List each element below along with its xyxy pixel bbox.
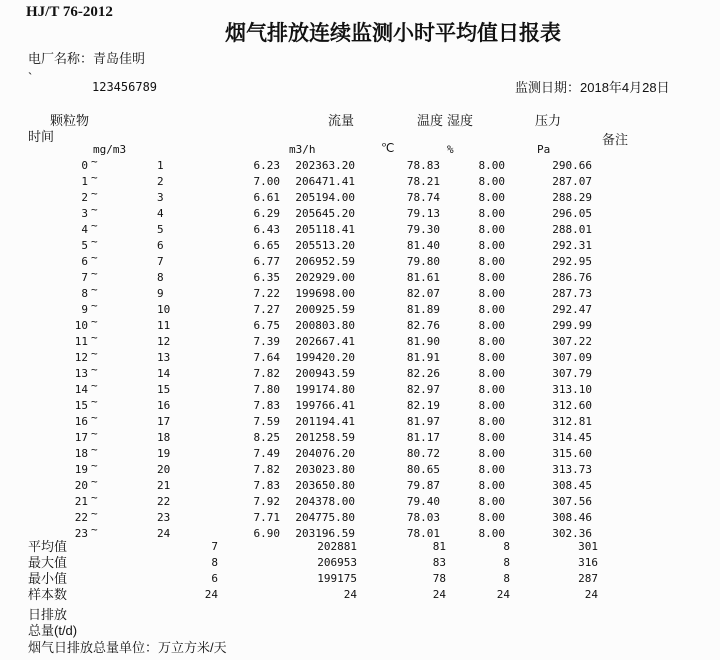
pm-value: 6.43 bbox=[253, 223, 280, 236]
temperature-value: 78.01 bbox=[406, 527, 440, 540]
flow-value: 199698.00 bbox=[295, 287, 355, 300]
hour-start-value: 1 bbox=[81, 175, 88, 188]
summary-pm-value: 8 bbox=[211, 556, 218, 569]
hour-end-value: 8 bbox=[157, 271, 164, 284]
summary-pressure-value: 24 bbox=[584, 588, 598, 601]
summary-row bbox=[0, 555, 720, 571]
table-row bbox=[0, 203, 720, 222]
summary-pm-value: 7 bbox=[211, 540, 218, 553]
unit-temperature: ℃ bbox=[381, 141, 395, 155]
unit-humidity: % bbox=[447, 143, 454, 156]
temperature-value: 80.72 bbox=[406, 447, 440, 460]
hour-end-value: 15 bbox=[157, 383, 171, 396]
tilde-separator: ~ bbox=[91, 219, 98, 232]
hour-end-value: 11 bbox=[157, 319, 171, 332]
summary-row bbox=[0, 587, 720, 603]
hour-start-value: 7 bbox=[81, 271, 88, 284]
unit-pm: mg/m3 bbox=[93, 143, 127, 156]
humidity-value: 8.00 bbox=[478, 495, 505, 508]
hour-start-value: 21 bbox=[74, 495, 88, 508]
hour-end-value: 12 bbox=[157, 335, 171, 348]
table-row bbox=[0, 171, 720, 190]
summary-flow-value: 199175 bbox=[317, 572, 357, 585]
plant-name-line: 电厂名称：青岛佳明 bbox=[28, 51, 146, 66]
hour-end-value: 21 bbox=[157, 479, 171, 492]
tilde-separator: ~ bbox=[91, 299, 98, 312]
hour-end-value: 6 bbox=[157, 239, 164, 252]
pm-value: 7.82 bbox=[253, 367, 280, 380]
tilde-separator: ~ bbox=[91, 491, 98, 504]
temperature-value: 81.97 bbox=[406, 415, 440, 428]
hour-start-value: 4 bbox=[81, 223, 88, 236]
table-row bbox=[0, 315, 720, 334]
humidity-value: 8.00 bbox=[478, 159, 505, 172]
hour-start-value: 22 bbox=[74, 511, 88, 524]
humidity-value: 8.00 bbox=[478, 463, 505, 476]
humidity-value: 8.00 bbox=[478, 351, 505, 364]
tilde-separator: ~ bbox=[91, 427, 98, 440]
table-row bbox=[0, 331, 720, 350]
hour-start-value: 17 bbox=[74, 431, 88, 444]
flow-value: 204378.00 bbox=[295, 495, 355, 508]
flow-value: 200943.59 bbox=[295, 367, 355, 380]
pm-value: 7.83 bbox=[253, 479, 280, 492]
hour-end-value: 22 bbox=[157, 495, 171, 508]
standard-code: HJ/T 76-2012 bbox=[26, 4, 113, 20]
temperature-value: 78.03 bbox=[406, 511, 440, 524]
flow-value: 205513.20 bbox=[295, 239, 355, 252]
hour-start-value: 9 bbox=[81, 303, 88, 316]
table-row bbox=[0, 427, 720, 446]
table-row bbox=[0, 459, 720, 478]
pressure-value: 292.47 bbox=[552, 303, 592, 316]
summary-row bbox=[0, 539, 720, 555]
pm-value: 7.00 bbox=[253, 175, 280, 188]
tilde-separator: ~ bbox=[91, 267, 98, 280]
temperature-value: 78.83 bbox=[406, 159, 440, 172]
humidity-value: 8.00 bbox=[478, 191, 505, 204]
hour-end-value: 3 bbox=[157, 191, 164, 204]
daily-emission-label-line1: 日排放 bbox=[28, 607, 68, 622]
table-row bbox=[0, 395, 720, 414]
hour-start-value: 20 bbox=[74, 479, 88, 492]
temperature-value: 80.65 bbox=[406, 463, 440, 476]
column-header-humidity: 湿度 bbox=[447, 113, 474, 128]
pressure-value: 307.22 bbox=[552, 335, 592, 348]
flow-value: 203650.80 bbox=[295, 479, 355, 492]
flow-value: 199766.41 bbox=[295, 399, 355, 412]
humidity-value: 8.00 bbox=[478, 399, 505, 412]
tilde-separator: ~ bbox=[91, 523, 98, 536]
table-row bbox=[0, 443, 720, 462]
humidity-value: 8.00 bbox=[478, 431, 505, 444]
pm-value: 7.22 bbox=[253, 287, 280, 300]
flow-value: 206952.59 bbox=[295, 255, 355, 268]
flow-value: 202667.41 bbox=[295, 335, 355, 348]
pm-value: 7.39 bbox=[253, 335, 280, 348]
summary-temperature-value: 78 bbox=[432, 572, 446, 585]
pressure-value: 292.95 bbox=[552, 255, 592, 268]
pressure-value: 307.09 bbox=[552, 351, 592, 364]
tilde-separator: ~ bbox=[91, 251, 98, 264]
pm-value: 7.92 bbox=[253, 495, 280, 508]
hour-end-value: 19 bbox=[157, 447, 171, 460]
pressure-value: 313.10 bbox=[552, 383, 592, 396]
temperature-value: 78.21 bbox=[406, 175, 440, 188]
pm-value: 7.71 bbox=[253, 511, 280, 524]
pm-value: 6.77 bbox=[253, 255, 280, 268]
pm-value: 7.82 bbox=[253, 463, 280, 476]
flow-value: 201258.59 bbox=[295, 431, 355, 444]
stray-tick-mark: ` bbox=[28, 70, 33, 85]
temperature-value: 79.13 bbox=[406, 207, 440, 220]
hour-start-value: 13 bbox=[74, 367, 88, 380]
pressure-value: 287.07 bbox=[552, 175, 592, 188]
summary-rows bbox=[0, 539, 720, 603]
summary-flow-value: 202881 bbox=[317, 540, 357, 553]
pressure-value: 287.73 bbox=[552, 287, 592, 300]
pressure-value: 308.46 bbox=[552, 511, 592, 524]
pm-value: 7.59 bbox=[253, 415, 280, 428]
summary-label: 样本数 bbox=[28, 587, 68, 602]
hour-end-value: 18 bbox=[157, 431, 171, 444]
pm-value: 7.49 bbox=[253, 447, 280, 460]
hour-start-value: 16 bbox=[74, 415, 88, 428]
tilde-separator: ~ bbox=[91, 379, 98, 392]
column-header-pressure: 压力 bbox=[535, 113, 562, 128]
humidity-value: 8.00 bbox=[478, 415, 505, 428]
flow-value: 206471.41 bbox=[295, 175, 355, 188]
pressure-value: 296.05 bbox=[552, 207, 592, 220]
tilde-separator: ~ bbox=[91, 315, 98, 328]
pm-value: 7.27 bbox=[253, 303, 280, 316]
hour-end-value: 14 bbox=[157, 367, 171, 380]
summary-label: 最大值 bbox=[28, 555, 68, 570]
flow-value: 204775.80 bbox=[295, 511, 355, 524]
tilde-separator: ~ bbox=[91, 171, 98, 184]
hour-end-value: 1 bbox=[157, 159, 164, 172]
hour-end-value: 16 bbox=[157, 399, 171, 412]
pressure-value: 315.60 bbox=[552, 447, 592, 460]
daily-emission-label-line2: 总量(t/d) bbox=[28, 623, 78, 638]
humidity-value: 8.00 bbox=[478, 239, 505, 252]
humidity-value: 8.00 bbox=[478, 319, 505, 332]
flow-value: 202363.20 bbox=[295, 159, 355, 172]
summary-flow-value: 206953 bbox=[317, 556, 357, 569]
pressure-value: 286.76 bbox=[552, 271, 592, 284]
temperature-value: 79.30 bbox=[406, 223, 440, 236]
tilde-separator: ~ bbox=[91, 187, 98, 200]
temperature-value: 81.90 bbox=[406, 335, 440, 348]
hour-start-value: 15 bbox=[74, 399, 88, 412]
summary-pressure-value: 301 bbox=[578, 540, 598, 553]
column-header-temperature: 温度 bbox=[417, 113, 444, 128]
summary-humidity-value: 24 bbox=[496, 588, 510, 601]
hourly-data-rows bbox=[0, 155, 720, 542]
flow-value: 205645.20 bbox=[295, 207, 355, 220]
column-header-note: 备注 bbox=[602, 132, 629, 147]
tilde-separator: ~ bbox=[91, 411, 98, 424]
temperature-value: 81.17 bbox=[406, 431, 440, 444]
pressure-value: 288.01 bbox=[552, 223, 592, 236]
hour-start-value: 10 bbox=[74, 319, 88, 332]
hour-start-value: 19 bbox=[74, 463, 88, 476]
temperature-value: 81.61 bbox=[406, 271, 440, 284]
table-row bbox=[0, 363, 720, 382]
table-row bbox=[0, 155, 720, 174]
tilde-separator: ~ bbox=[91, 395, 98, 408]
pressure-value: 307.56 bbox=[552, 495, 592, 508]
unit-pressure: Pa bbox=[537, 143, 551, 156]
hour-start-value: 3 bbox=[81, 207, 88, 220]
unit-flow: m3/h bbox=[289, 143, 316, 156]
hour-start-value: 8 bbox=[81, 287, 88, 300]
humidity-value: 8.00 bbox=[478, 223, 505, 236]
tilde-separator: ~ bbox=[91, 283, 98, 296]
plant-code: 123456789 bbox=[92, 80, 158, 94]
table-row bbox=[0, 299, 720, 318]
summary-pm-value: 24 bbox=[204, 588, 218, 601]
tilde-separator: ~ bbox=[91, 475, 98, 488]
pm-value: 7.80 bbox=[253, 383, 280, 396]
table-row bbox=[0, 507, 720, 526]
pressure-value: 299.99 bbox=[552, 319, 592, 332]
table-row bbox=[0, 475, 720, 494]
summary-label: 最小值 bbox=[28, 571, 68, 586]
pressure-value: 307.79 bbox=[552, 367, 592, 380]
table-row bbox=[0, 411, 720, 430]
hour-end-value: 13 bbox=[157, 351, 171, 364]
hour-start-value: 18 bbox=[74, 447, 88, 460]
pressure-value: 302.36 bbox=[552, 527, 592, 540]
column-header-time: 时间 bbox=[28, 129, 55, 144]
temperature-value: 79.87 bbox=[406, 479, 440, 492]
humidity-value: 8.00 bbox=[478, 367, 505, 380]
table-row bbox=[0, 379, 720, 398]
table-row bbox=[0, 267, 720, 286]
pm-value: 8.25 bbox=[253, 431, 280, 444]
summary-humidity-value: 8 bbox=[503, 572, 510, 585]
temperature-value: 82.19 bbox=[406, 399, 440, 412]
pm-value: 6.23 bbox=[253, 159, 280, 172]
hour-end-value: 23 bbox=[157, 511, 171, 524]
hour-start-value: 14 bbox=[74, 383, 88, 396]
hour-start-value: 6 bbox=[81, 255, 88, 268]
pressure-value: 314.45 bbox=[552, 431, 592, 444]
humidity-value: 8.00 bbox=[478, 383, 505, 396]
flow-value: 199420.20 bbox=[295, 351, 355, 364]
temperature-value: 81.89 bbox=[406, 303, 440, 316]
pressure-value: 308.45 bbox=[552, 479, 592, 492]
tilde-separator: ~ bbox=[91, 155, 98, 168]
hour-end-value: 10 bbox=[157, 303, 171, 316]
hour-end-value: 7 bbox=[157, 255, 164, 268]
summary-temperature-value: 81 bbox=[432, 540, 446, 553]
column-header-pm: 颗粒物 bbox=[50, 113, 90, 128]
hour-start-value: 5 bbox=[81, 239, 88, 252]
flow-value: 204076.20 bbox=[295, 447, 355, 460]
humidity-value: 8.00 bbox=[478, 527, 505, 540]
hour-end-value: 9 bbox=[157, 287, 164, 300]
monitor-date-line: 监测日期：2018年4月28日 bbox=[515, 80, 670, 95]
table-row bbox=[0, 491, 720, 510]
hour-start-value: 2 bbox=[81, 191, 88, 204]
summary-pm-value: 6 bbox=[211, 572, 218, 585]
humidity-value: 8.00 bbox=[478, 447, 505, 460]
humidity-value: 8.00 bbox=[478, 479, 505, 492]
pm-value: 7.83 bbox=[253, 399, 280, 412]
temperature-value: 81.91 bbox=[406, 351, 440, 364]
temperature-value: 78.74 bbox=[406, 191, 440, 204]
tilde-separator: ~ bbox=[91, 507, 98, 520]
flow-value: 201194.41 bbox=[295, 415, 355, 428]
temperature-value: 81.40 bbox=[406, 239, 440, 252]
summary-temperature-value: 83 bbox=[432, 556, 446, 569]
flow-value: 205118.41 bbox=[295, 223, 355, 236]
tilde-separator: ~ bbox=[91, 203, 98, 216]
flow-value: 200925.59 bbox=[295, 303, 355, 316]
flow-value: 199174.80 bbox=[295, 383, 355, 396]
pm-value: 6.61 bbox=[253, 191, 280, 204]
hour-end-value: 20 bbox=[157, 463, 171, 476]
table-row bbox=[0, 235, 720, 254]
tilde-separator: ~ bbox=[91, 331, 98, 344]
table-row bbox=[0, 347, 720, 366]
table-row bbox=[0, 251, 720, 270]
summary-humidity-value: 8 bbox=[503, 556, 510, 569]
tilde-separator: ~ bbox=[91, 363, 98, 376]
humidity-value: 8.00 bbox=[478, 511, 505, 524]
flow-value: 200803.80 bbox=[295, 319, 355, 332]
column-header-flow: 流量 bbox=[328, 113, 355, 128]
summary-flow-value: 24 bbox=[343, 588, 357, 601]
summary-label: 平均值 bbox=[28, 539, 68, 554]
humidity-value: 8.00 bbox=[478, 287, 505, 300]
humidity-value: 8.00 bbox=[478, 207, 505, 220]
page-title: 烟气排放连续监测小时平均值日报表 bbox=[225, 22, 561, 45]
tilde-separator: ~ bbox=[91, 459, 98, 472]
summary-temperature-value: 24 bbox=[432, 588, 446, 601]
humidity-value: 8.00 bbox=[478, 271, 505, 284]
temperature-value: 82.07 bbox=[406, 287, 440, 300]
pm-value: 6.65 bbox=[253, 239, 280, 252]
table-row bbox=[0, 219, 720, 238]
hour-end-value: 4 bbox=[157, 207, 164, 220]
summary-humidity-value: 8 bbox=[503, 540, 510, 553]
pm-value: 6.35 bbox=[253, 271, 280, 284]
temperature-value: 79.80 bbox=[406, 255, 440, 268]
tilde-separator: ~ bbox=[91, 235, 98, 248]
hour-start-value: 11 bbox=[74, 335, 88, 348]
table-row bbox=[0, 283, 720, 302]
pressure-value: 292.31 bbox=[552, 239, 592, 252]
hour-end-value: 5 bbox=[157, 223, 164, 236]
pressure-value: 290.66 bbox=[552, 159, 592, 172]
summary-pressure-value: 287 bbox=[578, 572, 598, 585]
summary-pressure-value: 316 bbox=[578, 556, 598, 569]
hour-start-value: 23 bbox=[74, 527, 88, 540]
hour-start-value: 0 bbox=[81, 159, 88, 172]
pm-value: 6.75 bbox=[253, 319, 280, 332]
emission-unit-footnote: 烟气日排放总量单位：万立方米/天 bbox=[28, 640, 227, 655]
temperature-value: 79.40 bbox=[406, 495, 440, 508]
humidity-value: 8.00 bbox=[478, 175, 505, 188]
summary-row bbox=[0, 571, 720, 587]
temperature-value: 82.76 bbox=[406, 319, 440, 332]
pressure-value: 312.60 bbox=[552, 399, 592, 412]
humidity-value: 8.00 bbox=[478, 255, 505, 268]
pressure-value: 313.73 bbox=[552, 463, 592, 476]
flow-value: 203196.59 bbox=[295, 527, 355, 540]
flow-value: 203023.80 bbox=[295, 463, 355, 476]
temperature-value: 82.26 bbox=[406, 367, 440, 380]
humidity-value: 8.00 bbox=[478, 335, 505, 348]
hour-start-value: 12 bbox=[74, 351, 88, 364]
pressure-value: 312.81 bbox=[552, 415, 592, 428]
temperature-value: 82.97 bbox=[406, 383, 440, 396]
hour-end-value: 2 bbox=[157, 175, 164, 188]
pm-value: 7.64 bbox=[253, 351, 280, 364]
tilde-separator: ~ bbox=[91, 347, 98, 360]
flow-value: 202929.00 bbox=[295, 271, 355, 284]
table-row bbox=[0, 187, 720, 206]
pm-value: 6.29 bbox=[253, 207, 280, 220]
pm-value: 6.90 bbox=[253, 527, 280, 540]
flow-value: 205194.00 bbox=[295, 191, 355, 204]
tilde-separator: ~ bbox=[91, 443, 98, 456]
humidity-value: 8.00 bbox=[478, 303, 505, 316]
hour-end-value: 24 bbox=[157, 527, 171, 540]
pressure-value: 288.29 bbox=[552, 191, 592, 204]
hour-end-value: 17 bbox=[157, 415, 171, 428]
